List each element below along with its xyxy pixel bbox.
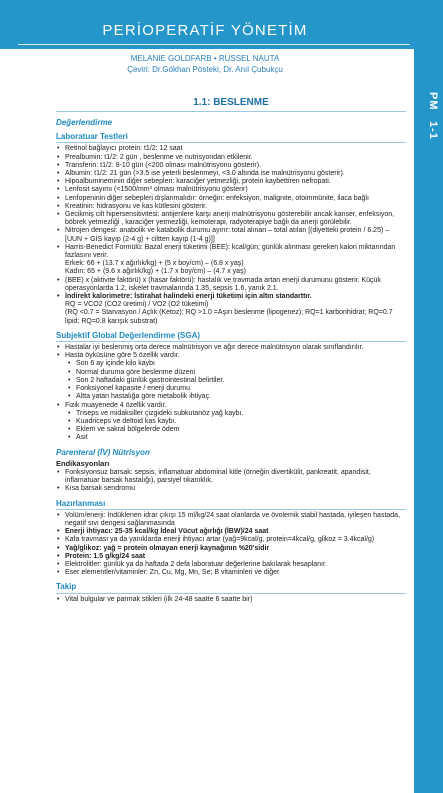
list-item: • Kafa travması ya da yanıklarda enerji ihtiyacı artar (yağ=9kcal/g, protein=4kcal/g, glikoz = 3.4kcal/g) xyxy=(56,536,406,544)
list-item: • Son 6 ay içinde kilo kaybı xyxy=(56,360,406,368)
sga-history-list xyxy=(56,360,406,401)
side-tab-label xyxy=(427,92,439,145)
followup-list xyxy=(56,596,406,604)
list-item: • Fizik muayenede 4 özellik vardır. xyxy=(56,402,406,410)
list-item: • Altta yatan hastalığa göre metabolik ihtiyaç. xyxy=(56,393,406,401)
indications-list xyxy=(56,469,406,494)
sga-list xyxy=(56,344,406,360)
list-item: • Transferin: t1/2: 8-10 gün (<200 olması malnütrisyonu gösterir). xyxy=(56,162,406,170)
side-tab-code: PM xyxy=(427,92,439,111)
list-item: • Eklem ve sakral bölgelerde ödem xyxy=(56,426,406,434)
translators: Çeviri: Dr.Gökhan Pösteki, Dr. Anıl Çubukçu xyxy=(127,65,283,74)
subsection-heading-lab: Laboratuar Testleri xyxy=(56,133,406,143)
list-item: • Asit xyxy=(56,434,406,442)
list-item: • Normal duruma göre beslenme düzeni xyxy=(56,369,406,377)
list-item: • Hipoalbumineminin diğer sebepleri: karaciğer yetmezliği, protein kaybettiren nefropati. xyxy=(56,178,406,186)
list-item: • Nitrojen dengesi: anabolik ve katabolik durumu ayırır: total alınan – total atılan [(diyetteki protein / 6.25) – [UUN + GİS kayıp (2-4 g) + ciltten kayıp (1-4 g)]] xyxy=(56,227,406,243)
header-bar xyxy=(0,0,443,49)
list-item: • Enerji ihtiyacı: 25-35 kcal/kg İdeal Vücut ağırlığı (İBW)/24 saat xyxy=(56,528,406,536)
subsection-heading-followup: Takip xyxy=(56,583,406,593)
section-heading-evaluation: Değerlendirme xyxy=(56,118,113,127)
list-item: • Gecikmiş cilt hipersensitivitesi: antijenlere karşı anerji malnütrisyonu gösterebilir ancak kanser, enfeksiyon, böbrek yetmezliği , karaciğer yetmezliği, kemoterapi, radyoterapiye bağlı da anerji görülebilir. xyxy=(56,211,406,227)
subsection-heading-prep: Hazırlanması xyxy=(56,500,406,510)
list-item: • Kısa barsak sendromu xyxy=(56,485,406,493)
list-item: • Hastalar iyi beslenmiş orta derece malnütrisyon ve ağır derece malnütrisyon olarak sınıflandırılır. xyxy=(56,344,406,352)
list-item: • Vital bulgular ve parmak stikleri (ilk 24-48 saatte 6 saatte bir) xyxy=(56,596,406,604)
list-item: • Fonksiyonsuz barsak: sepsis, inflamatuar abdominal kitle (örneğin divertikülit, pankreatit, apandisit, inflamatuar barsak hastalığı), parsiyel tıkanıklık. xyxy=(56,469,406,485)
list-item: • Albumin: t1/2: 21 gün (>3.5 ise yeterli beslenmeyi, <3.0 altında ise malnütrisyonu gösterir). xyxy=(56,170,406,178)
authors: MELANIE GOLDFARB • RUSSEL NAUTA xyxy=(130,54,280,63)
side-tab xyxy=(414,0,443,793)
prep-list xyxy=(56,512,406,578)
list-item: • Hasta öyküsüne göre 5 özellik vardır. xyxy=(56,352,406,360)
chapter-heading xyxy=(56,95,406,112)
list-item: • Fonksiyonel kapasite / enerji durumu xyxy=(56,385,406,393)
list-item: • Elektrolitler: günlük ya da haftada 2 defa laboratuar değerlerine bakılarak hesaplanır. xyxy=(56,561,406,569)
side-tab-number: 1-1 xyxy=(427,120,439,140)
indications-heading: Endikasyonları xyxy=(56,458,110,468)
list-item: • Retinol bağlayıcı protein: t1/2: 12 saat xyxy=(56,145,406,153)
list-item: • Volüm/enerji: İndüklenen idrar çıkışı 15 ml/kg/24 saat olanlarda ve övolemik stabil hastada, iyileşen hastada, negatif sıvı dengesi sağlanmasında xyxy=(56,512,406,528)
list-item: • Lenfosit sayımı (<1500/mm³ olması malnütrisyonu gösterir) xyxy=(56,186,406,194)
hb-female-formula: Kadın: 65 + (9.6 x ağırlık/kg) + (1.7 x boy/cm) – (4.7 x yaş) xyxy=(65,268,246,276)
list-item: • Lenfopeninin diğer sebepleri dışlanmalıdır: örneğin: enfeksiyon, malignite, otoimmünite, ilaca bağlı xyxy=(56,195,406,203)
content xyxy=(56,115,406,604)
section-heading-tpn: Parenteral (İV) Nütrisyon xyxy=(56,447,150,457)
list-item: • Protein: 1.5 g/kg/24 saat xyxy=(56,553,406,561)
lab-list xyxy=(56,145,406,260)
rq-formula: RQ = VCO2 (CO2 üretimi) / VO2 (O2 tüketimi) xyxy=(65,301,209,309)
header-divider xyxy=(18,44,410,45)
sga-exam-list xyxy=(56,410,406,443)
list-item: • Triseps ve midaksiller çizgideki subkutanöz yağ kaybı. xyxy=(56,410,406,418)
hb-male-formula: Erkek: 66 + (13.7 x ağırlık/kg) + (5 x boy/cm) – (6.8 x yaş) xyxy=(65,260,244,268)
subsection-heading-sga: Subjektif Global Değerlendirme (SGA) xyxy=(56,332,406,342)
list-item: • Kreatinin: hidrasyonu ve kas kütlesini gösterir. xyxy=(56,203,406,211)
rq-ranges: (RQ <0.7 = Starvasyon / Açlık (Ketoz); RQ >1.0 =Aşırı beslenme (lipogenez); RQ=1 karbonhidrat; RQ=0.7 lipid; RQ=0.8 karışık substrat) xyxy=(65,309,393,325)
list-item: • Son 2 haftadaki günlük gastrointestinal belirtiler. xyxy=(56,377,406,385)
list-item: • Harris-Benedict Formülü: Bazal enerji tüketimi (BEE): kcal/gün; günlük alınması gereken kalori miktarından fazlasını verir. xyxy=(56,244,406,260)
lab-list-cont xyxy=(56,277,406,302)
list-item: • Eser elementler/vitaminler: Zn, Cu, Mg, Mn, Se; B vitaminleri ve diğer xyxy=(56,569,406,577)
list-item: • İndirekt kalorimetre: İstirahat halindeki enerji tüketimi için altın standarttır. xyxy=(56,293,406,301)
list-item: • Kuadriceps ve deltoid kas kaybı. xyxy=(56,418,406,426)
sga-list-cont xyxy=(56,402,406,410)
chapter-title: 1.1: BESLENME xyxy=(193,97,269,108)
list-item: • (BEE) x (aktivite faktörü) x (hasar faktörü): hastalık ve travmada artan enerji durumunu gösterir. Küçük operasyonlarda 1.2, iskelet travmalarında 1.35, sepsis 1.6, yanık 2.1. xyxy=(56,277,406,293)
page-title: PERİOPERATİF YÖNETİM xyxy=(102,22,308,39)
list-item: • Prealbumin: t1/2: 2 gün , beslenme ve nutrisyondan etkilenir. xyxy=(56,154,406,162)
list-item: • Yağ/glikoz: yağ = protein olmayan enerji kaynağının %20'sidir xyxy=(56,545,406,553)
